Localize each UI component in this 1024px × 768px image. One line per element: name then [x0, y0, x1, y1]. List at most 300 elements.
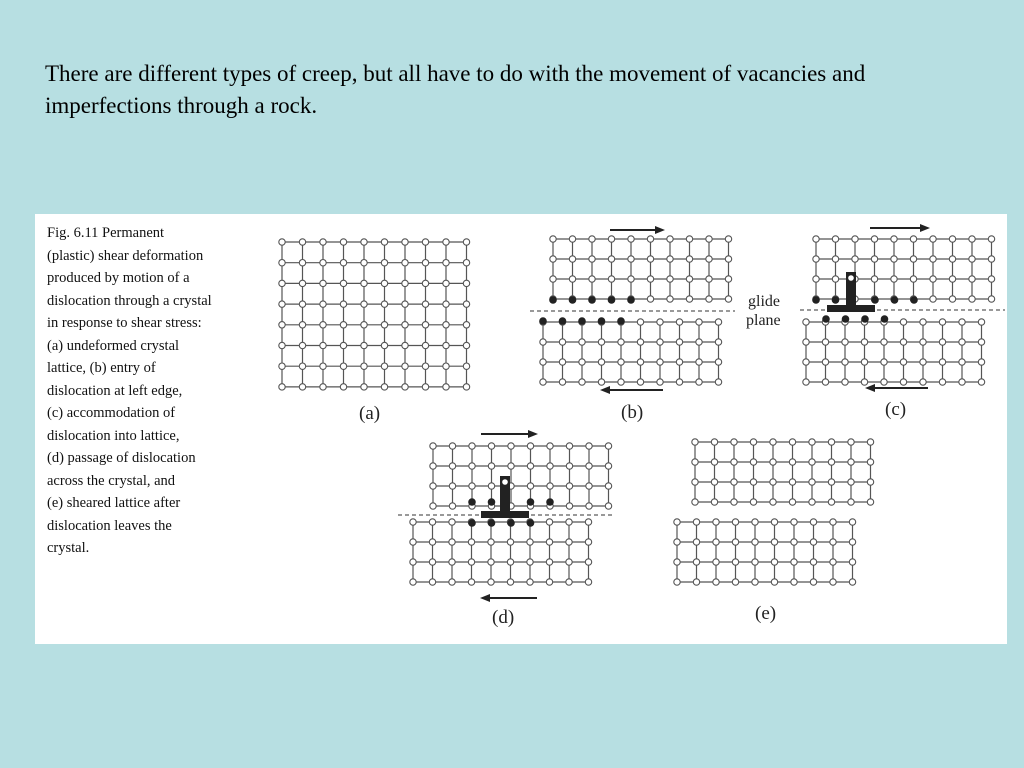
- shear-arrow-c-bottom-head: [865, 384, 875, 392]
- lattice-atom: [842, 359, 848, 365]
- lattice-atom: [713, 579, 719, 585]
- highlight-atom: [539, 317, 547, 325]
- highlight-atom: [578, 317, 586, 325]
- lattice-atom: [410, 539, 416, 545]
- lattice-atom: [618, 359, 624, 365]
- lattice-atom: [402, 280, 408, 286]
- lattice-atom: [828, 499, 834, 505]
- lattice-atom: [674, 519, 680, 525]
- lattice-atom: [657, 359, 663, 365]
- lattice-atom: [608, 276, 614, 282]
- lattice-atom: [299, 322, 305, 328]
- lattice-atom: [686, 236, 692, 242]
- highlight-atom: [527, 498, 535, 506]
- lattice-atom: [667, 276, 673, 282]
- lattice-atom: [881, 379, 887, 385]
- lattice-atom: [361, 239, 367, 245]
- lattice-atom: [547, 443, 553, 449]
- lattice-atom: [791, 559, 797, 565]
- lattice-atom: [402, 239, 408, 245]
- lattice-atom: [692, 479, 698, 485]
- lattice-atom: [900, 379, 906, 385]
- lattice-atom: [430, 483, 436, 489]
- lattice-atom: [828, 479, 834, 485]
- lattice-atom: [422, 239, 428, 245]
- lattice-atom: [279, 384, 285, 390]
- shear-arrow-d-top-head: [528, 430, 538, 438]
- lattice-atom: [430, 443, 436, 449]
- lattice-atom: [463, 384, 469, 390]
- lattice-atom: [842, 379, 848, 385]
- caption-line: (a) undeformed crystal: [47, 337, 180, 354]
- lattice-atom: [715, 339, 721, 345]
- lattice-atom: [443, 280, 449, 286]
- lattice-atom: [608, 236, 614, 242]
- caption-line: (c) accommodation of: [47, 405, 176, 421]
- lattice-atom: [969, 256, 975, 262]
- lattice-atom: [959, 319, 965, 325]
- lattice-atom: [871, 236, 877, 242]
- lattice-atom: [637, 339, 643, 345]
- lattice-panel-e-bottom: [674, 519, 856, 585]
- panel-label-d: (d): [492, 607, 515, 628]
- lattice-atom: [585, 519, 591, 525]
- lattice-atom: [463, 363, 469, 369]
- lattice-atom: [430, 503, 436, 509]
- lattice-atom: [900, 319, 906, 325]
- lattice-atom: [449, 539, 455, 545]
- lattice-atom: [598, 379, 604, 385]
- lattice-atom: [867, 459, 873, 465]
- lattice-atom: [706, 256, 712, 262]
- lattice-atom: [320, 322, 326, 328]
- lattice-atom: [279, 280, 285, 286]
- lattice-atom: [488, 579, 494, 585]
- lattice-atom: [547, 463, 553, 469]
- lattice-atom: [832, 256, 838, 262]
- lattice-atom: [340, 239, 346, 245]
- lattice-atom: [830, 539, 836, 545]
- highlight-atom: [861, 315, 869, 323]
- lattice-atom: [750, 459, 756, 465]
- lattice-atom: [361, 363, 367, 369]
- lattice-atom: [586, 443, 592, 449]
- lattice-atom: [527, 579, 533, 585]
- lattice-atom: [813, 256, 819, 262]
- lattice-atom: [828, 439, 834, 445]
- lattice-atom: [628, 256, 634, 262]
- lattice-atom: [637, 359, 643, 365]
- lattice-atom: [809, 459, 815, 465]
- lattice-atom: [725, 276, 731, 282]
- lattice-atom: [988, 256, 994, 262]
- lattice-atom: [488, 483, 494, 489]
- caption-line: (plastic) shear deformation: [47, 247, 204, 264]
- highlight-atom: [627, 296, 635, 304]
- lattice-atom: [320, 301, 326, 307]
- caption-line: dislocation at left edge,: [47, 382, 183, 399]
- lattice-atom: [910, 236, 916, 242]
- lattice-atom: [469, 463, 475, 469]
- lattice-atom: [830, 519, 836, 525]
- caption-line: produced by motion of a: [47, 270, 190, 286]
- highlight-atom: [527, 519, 535, 527]
- lattice-atom: [891, 276, 897, 282]
- lattice-atom: [988, 276, 994, 282]
- highlight-atom: [617, 317, 625, 325]
- lattice-atom: [279, 301, 285, 307]
- lattice-atom: [449, 483, 455, 489]
- lattice-atom: [566, 519, 572, 525]
- lattice-atom: [361, 260, 367, 266]
- highlight-atom: [488, 498, 496, 506]
- lattice-atom: [422, 280, 428, 286]
- lattice-atom: [586, 503, 592, 509]
- lattice-atom: [832, 276, 838, 282]
- lattice-atom: [920, 319, 926, 325]
- shear-arrow-d-bottom-head: [480, 594, 490, 602]
- lattice-atom: [340, 260, 346, 266]
- lattice-atom: [579, 339, 585, 345]
- lattice-atom: [381, 260, 387, 266]
- lattice-atom: [770, 459, 776, 465]
- lattice-atom: [361, 322, 367, 328]
- lattice-atom: [920, 359, 926, 365]
- lattice-atom: [791, 539, 797, 545]
- highlight-atom: [881, 315, 889, 323]
- lattice-atom: [939, 379, 945, 385]
- lattice-atom: [402, 322, 408, 328]
- lattice-atom: [711, 459, 717, 465]
- lattice-atom: [443, 384, 449, 390]
- lattice-atom: [647, 256, 653, 262]
- lattice-atom: [809, 499, 815, 505]
- lattice-atom: [676, 339, 682, 345]
- lattice-atom: [657, 339, 663, 345]
- lattice-atom: [867, 439, 873, 445]
- lattice-atom: [676, 359, 682, 365]
- lattice-atom: [949, 236, 955, 242]
- lattice-atom: [540, 359, 546, 365]
- lattice-atom: [361, 342, 367, 348]
- lattice-atom: [713, 519, 719, 525]
- lattice-atom: [789, 459, 795, 465]
- highlight-atom: [842, 315, 850, 323]
- lattice-atom: [449, 519, 455, 525]
- lattice-atom: [667, 236, 673, 242]
- highlight-atom: [559, 317, 567, 325]
- lattice-atom: [429, 539, 435, 545]
- lattice-atom: [852, 236, 858, 242]
- lattice-atom: [299, 363, 305, 369]
- highlight-atom: [468, 498, 476, 506]
- lattice-atom: [463, 322, 469, 328]
- lattice-atom: [809, 479, 815, 485]
- lattice-atom: [443, 363, 449, 369]
- lattice-atom: [547, 483, 553, 489]
- lattice-atom: [910, 256, 916, 262]
- lattice-atom: [771, 579, 777, 585]
- lattice-atom: [930, 276, 936, 282]
- lattice-atom: [381, 280, 387, 286]
- lattice-atom: [696, 339, 702, 345]
- lattice-atom: [559, 339, 565, 345]
- lattice-atom: [696, 379, 702, 385]
- lattice-atom: [810, 579, 816, 585]
- lattice-atom: [279, 322, 285, 328]
- lattice-atom: [861, 379, 867, 385]
- lattice-atom: [732, 579, 738, 585]
- dislocation-d-vacancy: [502, 479, 508, 485]
- lattice-atom: [810, 559, 816, 565]
- highlight-atom: [832, 296, 840, 304]
- highlight-atom: [871, 296, 879, 304]
- lattice-atom: [949, 276, 955, 282]
- lattice-atom: [803, 379, 809, 385]
- lattice-atom: [711, 479, 717, 485]
- shear-arrow-c-top-head: [920, 224, 930, 232]
- lattice-atom: [586, 463, 592, 469]
- lattice-atom: [618, 379, 624, 385]
- glide-label-line1: glide: [748, 293, 780, 310]
- panel-label-c: (c): [885, 399, 907, 420]
- lattice-atom: [752, 559, 758, 565]
- lattice-atom: [830, 559, 836, 565]
- lattice-atom: [752, 579, 758, 585]
- lattice-atom: [469, 443, 475, 449]
- lattice-atom: [402, 301, 408, 307]
- figure-caption: [47, 222, 257, 560]
- lattice-atom: [988, 236, 994, 242]
- lattice-atom: [550, 256, 556, 262]
- lattice-atom: [822, 359, 828, 365]
- lattice-atom: [320, 342, 326, 348]
- shear-arrow-b-top-head: [655, 226, 665, 234]
- lattice-atom: [402, 363, 408, 369]
- lattice-atom: [969, 236, 975, 242]
- lattice-atom: [822, 379, 828, 385]
- lattice-atom: [725, 236, 731, 242]
- highlight-atom: [891, 296, 899, 304]
- lattice-atom: [848, 439, 854, 445]
- lattice-atom: [586, 483, 592, 489]
- lattice-atom: [279, 239, 285, 245]
- lattice-atom: [340, 384, 346, 390]
- lattice-atom: [449, 503, 455, 509]
- lattice-atom: [463, 239, 469, 245]
- lattice-atom: [978, 319, 984, 325]
- highlight-atom: [546, 498, 554, 506]
- lattice-atom: [711, 499, 717, 505]
- lattice-atom: [848, 459, 854, 465]
- lattice-atom: [676, 379, 682, 385]
- highlight-atom: [598, 317, 606, 325]
- lattice-atom: [402, 342, 408, 348]
- lattice-atom: [299, 239, 305, 245]
- lattice-atom: [468, 559, 474, 565]
- lattice-atom: [676, 319, 682, 325]
- lattice-atom: [871, 256, 877, 262]
- lattice-atom: [842, 339, 848, 345]
- lattice-atom: [810, 539, 816, 545]
- lattice-atom: [618, 339, 624, 345]
- lattice-atom: [422, 260, 428, 266]
- lattice-atom: [949, 296, 955, 302]
- lattice-atom: [320, 384, 326, 390]
- lattice-atom: [585, 579, 591, 585]
- lattice-atom: [693, 579, 699, 585]
- caption-line: across the crystal, and: [47, 472, 176, 489]
- lattice-atom: [750, 499, 756, 505]
- lattice-atom: [930, 236, 936, 242]
- panel-label-b: (b): [621, 402, 644, 423]
- lattice-atom: [647, 276, 653, 282]
- lattice-atom: [320, 260, 326, 266]
- caption-line: dislocation leaves the: [47, 517, 172, 534]
- lattice-atom: [900, 359, 906, 365]
- lattice-atom: [803, 319, 809, 325]
- lattice-atom: [647, 296, 653, 302]
- lattice-atom: [449, 443, 455, 449]
- lattice-panel-c-top: [813, 236, 995, 302]
- lattice-atom: [657, 319, 663, 325]
- highlight-atom: [569, 296, 577, 304]
- lattice-atom: [340, 280, 346, 286]
- lattice-atom: [871, 276, 877, 282]
- lattice-panel-b-bottom: [540, 319, 722, 385]
- caption-line: dislocation through a crystal: [47, 292, 212, 309]
- lattice-atom: [507, 579, 513, 585]
- lattice-atom: [340, 322, 346, 328]
- lattice-atom: [848, 499, 854, 505]
- lattice-atom: [443, 301, 449, 307]
- lattice-atom: [731, 459, 737, 465]
- lattice-atom: [771, 539, 777, 545]
- lattice-atom: [848, 479, 854, 485]
- lattice-atom: [507, 539, 513, 545]
- lattice-atom: [381, 384, 387, 390]
- lattice-atom: [605, 463, 611, 469]
- lattice-atom: [468, 539, 474, 545]
- lattice-atom: [546, 559, 552, 565]
- lattice-panel-b-top: [550, 236, 732, 302]
- lattice-atom: [849, 559, 855, 565]
- lattice-atom: [715, 359, 721, 365]
- lattice-atom: [598, 359, 604, 365]
- lattice-atom: [463, 260, 469, 266]
- lattice-atom: [809, 439, 815, 445]
- lattice-atom: [566, 483, 572, 489]
- lattice-atom: [340, 301, 346, 307]
- slide-body-text: There are different types of creep, but all have to do with the movement of vacancies and imperfections through a rock.: [45, 61, 866, 118]
- lattice-atom: [422, 322, 428, 328]
- lattice-atom: [959, 339, 965, 345]
- lattice-atom: [731, 439, 737, 445]
- lattice-atom: [589, 276, 595, 282]
- lattice-atom: [692, 459, 698, 465]
- lattice-atom: [422, 342, 428, 348]
- lattice-atom: [692, 439, 698, 445]
- lattice-atom: [566, 443, 572, 449]
- lattice-atom: [508, 463, 514, 469]
- lattice-atom: [340, 342, 346, 348]
- lattice-atom: [422, 301, 428, 307]
- lattice-atom: [891, 256, 897, 262]
- lattice-atom: [279, 363, 285, 369]
- lattice-atom: [732, 539, 738, 545]
- lattice-atom: [731, 499, 737, 505]
- lattice-atom: [789, 499, 795, 505]
- lattice-atom: [849, 539, 855, 545]
- lattice-atom: [527, 539, 533, 545]
- lattice-atom: [527, 443, 533, 449]
- lattice-atom: [299, 342, 305, 348]
- lattice-atom: [569, 256, 575, 262]
- lattice-atom: [589, 236, 595, 242]
- lattice-atom: [667, 296, 673, 302]
- caption-line: crystal.: [47, 540, 90, 556]
- lattice-atom: [527, 483, 533, 489]
- lattice-atom: [978, 359, 984, 365]
- figure-panel: [35, 214, 1007, 644]
- lattice-atom: [789, 479, 795, 485]
- lattice-atom: [867, 499, 873, 505]
- lattice-atom: [402, 384, 408, 390]
- lattice-atom: [750, 479, 756, 485]
- lattice-atom: [589, 256, 595, 262]
- lattice-atom: [969, 276, 975, 282]
- lattice-atom: [813, 276, 819, 282]
- lattice-atom: [299, 260, 305, 266]
- lattice-atom: [867, 479, 873, 485]
- lattice-panel-d-bottom: [410, 519, 592, 585]
- lattice-atom: [430, 463, 436, 469]
- lattice-atom: [949, 256, 955, 262]
- dislocation-c-vacancy: [848, 275, 854, 281]
- lattice-atom: [791, 579, 797, 585]
- lattice-atom: [566, 539, 572, 545]
- highlight-atom: [507, 519, 515, 527]
- lattice-atom: [674, 579, 680, 585]
- lattice-atom: [569, 236, 575, 242]
- lattice-atom: [637, 379, 643, 385]
- lattice-atom: [468, 579, 474, 585]
- lattice-atom: [449, 579, 455, 585]
- lattice-atom: [706, 236, 712, 242]
- lattice-atom: [692, 499, 698, 505]
- lattice-panel-d-top: [430, 443, 612, 509]
- lattice-atom: [693, 559, 699, 565]
- lattice-atom: [299, 384, 305, 390]
- lattice-atom: [279, 342, 285, 348]
- lattice-atom: [770, 499, 776, 505]
- lattice-atom: [791, 519, 797, 525]
- lattice-atom: [852, 256, 858, 262]
- lattice-atom: [320, 363, 326, 369]
- lattice-atom: [550, 276, 556, 282]
- highlight-atom: [822, 315, 830, 323]
- shear-arrow-b-bottom-head: [600, 386, 610, 394]
- highlight-atom: [488, 519, 496, 527]
- lattice-atom: [279, 260, 285, 266]
- lattice-atom: [900, 339, 906, 345]
- lattice-atom: [527, 463, 533, 469]
- lattice-atom: [410, 579, 416, 585]
- lattice-atom: [299, 280, 305, 286]
- lattice-atom: [832, 236, 838, 242]
- lattice-atom: [443, 342, 449, 348]
- lattice-atom: [910, 276, 916, 282]
